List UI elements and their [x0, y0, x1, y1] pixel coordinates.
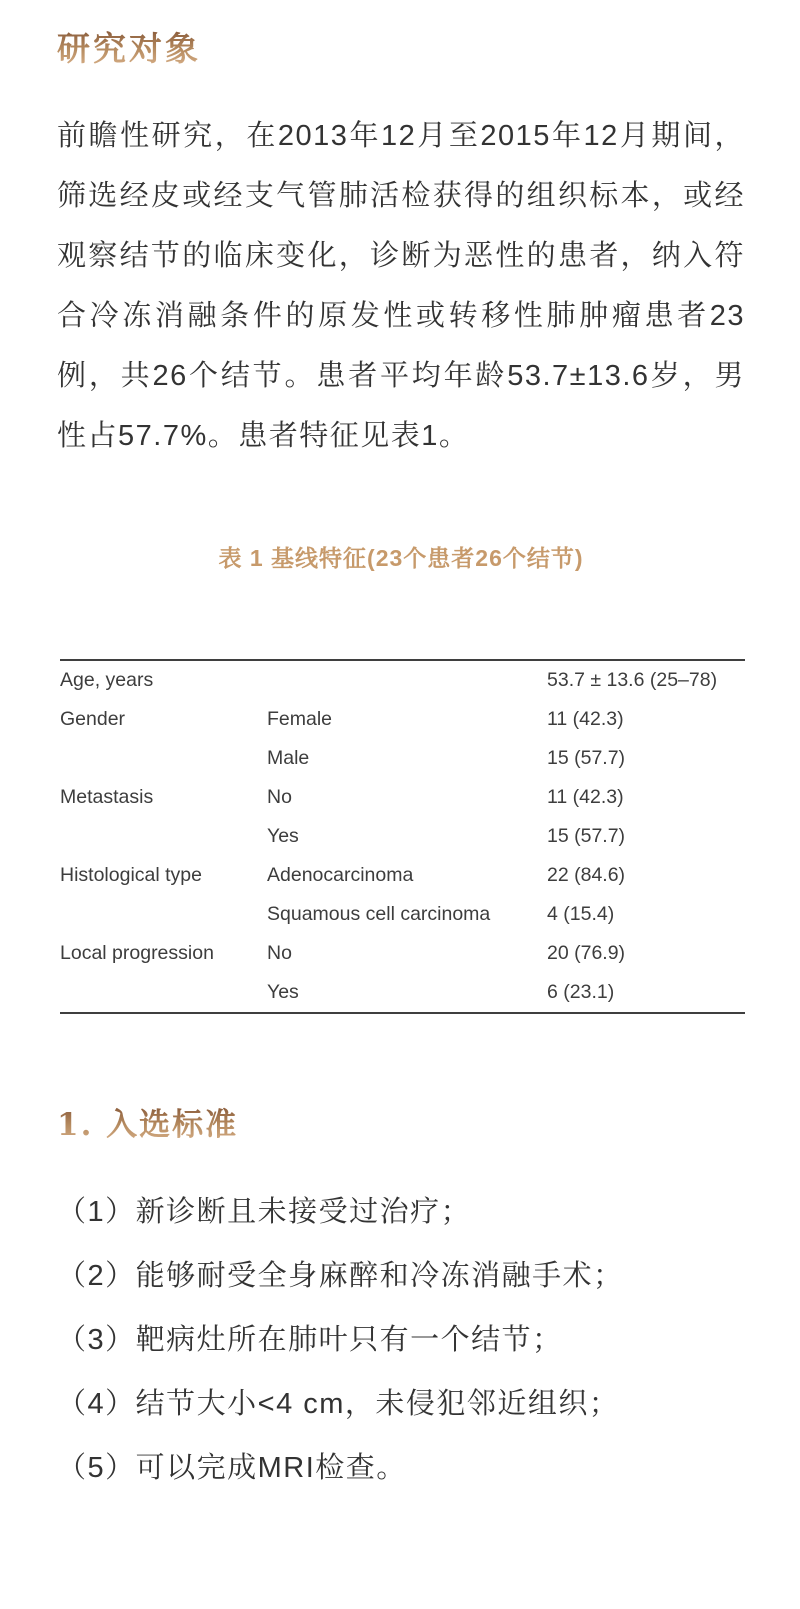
cell-value: 6 (23.1)	[547, 981, 615, 1003]
criteria-item: （5）可以完成MRI检查。	[57, 1452, 407, 1484]
criteria-item: （4）结节大小<4 cm，未侵犯邻近组织；	[57, 1388, 620, 1420]
cell-subcategory	[267, 660, 547, 700]
cell-category: Histological type	[60, 864, 202, 886]
cell-subcategory: Female	[267, 708, 333, 730]
cell-value: 20 (76.9)	[547, 942, 626, 964]
cell-category	[60, 739, 267, 778]
table-caption: 表 1 基线特征(23个患者26个结节)	[218, 545, 584, 571]
table-row	[60, 660, 745, 700]
cell-value: 22 (84.6)	[547, 864, 626, 886]
cell-subcategory: Male	[267, 747, 310, 769]
cell-category: Gender	[60, 708, 126, 730]
section-heading-text: 1. 入选标准	[57, 1107, 239, 1143]
page-title-text: 研究对象	[57, 29, 201, 68]
table-row	[60, 856, 745, 895]
cell-category: Age, years	[60, 669, 154, 691]
cell-subcategory: Yes	[267, 981, 299, 1003]
cell-category: Metastasis	[60, 786, 154, 808]
baseline-characteristics-table	[60, 659, 745, 1014]
criteria-item: （1）新诊断且未接受过治疗；	[57, 1196, 472, 1228]
cell-subcategory: No	[267, 786, 292, 808]
table-row	[60, 934, 745, 973]
cell-subcategory: Yes	[267, 825, 299, 847]
cell-category	[60, 973, 267, 1013]
cell-value: 15 (57.7)	[547, 747, 626, 769]
criteria-item: （2）能够耐受全身麻醉和冷冻消融手术；	[57, 1260, 624, 1292]
table-row	[60, 739, 745, 778]
cell-category	[60, 895, 267, 934]
cell-value: 53.7 ± 13.6 (25–78)	[547, 669, 718, 691]
intro-paragraph: 前瞻性研究，在2013年12月至2015年12月期间，筛选经皮或经支气管肺活检获得的组织标本，或经观察结节的临床变化，诊断为恶性的患者，纳入符合冷冻消融条件的原发性或转移性肺肿瘤患者23例，共26个结节。患者平均年龄53.7±13.6岁，男性占57.7%。患者特征见表1。	[57, 120, 745, 452]
cell-subcategory: Adenocarcinoma	[267, 864, 414, 886]
table-row	[60, 778, 745, 817]
criteria-item: （3）靶病灶所在肺叶只有一个结节；	[57, 1324, 563, 1356]
cell-value: 4 (15.4)	[547, 903, 615, 925]
cell-subcategory: Squamous cell carcinoma	[267, 903, 491, 925]
cell-category	[60, 817, 267, 856]
table-body	[60, 660, 745, 1013]
table-row	[60, 895, 745, 934]
page-title	[57, 30, 745, 68]
criteria-list	[57, 1180, 745, 1500]
table-row	[60, 817, 745, 856]
cell-subcategory: No	[267, 942, 292, 964]
cell-category: Local progression	[60, 942, 214, 964]
cell-value: 15 (57.7)	[547, 825, 626, 847]
table-row	[60, 700, 745, 739]
cell-value: 11 (42.3)	[547, 708, 624, 730]
cell-value: 11 (42.3)	[547, 786, 624, 808]
section-heading	[57, 1106, 745, 1144]
table-row	[60, 973, 745, 1013]
